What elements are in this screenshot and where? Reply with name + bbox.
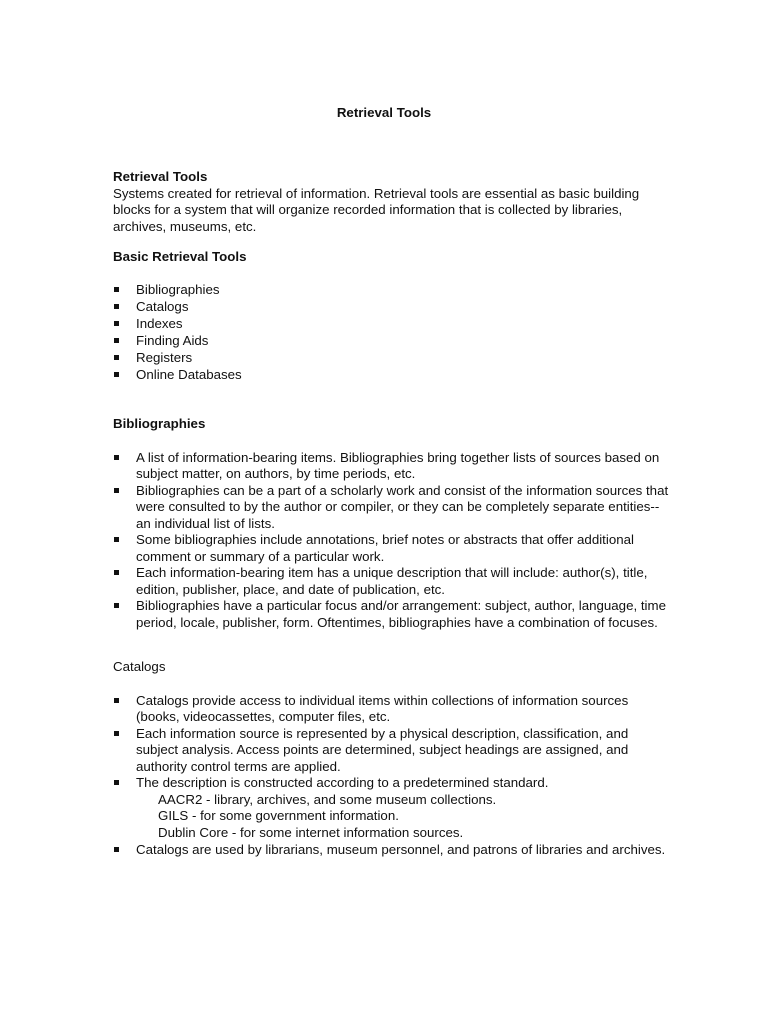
catalogs-list [113,693,673,859]
bibliographies-section [113,416,673,631]
bibliographies-list [113,450,673,632]
document-title: Retrieval Tools [336,105,432,120]
list-item: Each information source is represented by a physical description, classification, and subject analysis. Access points are determined, subject headings are assigned, and authority control terms are applied. [113,726,673,776]
list-item: Catalogs are used by librarians, museum personnel, and patrons of libraries and archives. [113,842,673,859]
list-item: Finding Aids [113,333,673,350]
list-item: Catalogs [113,299,673,316]
catalogs-section [113,659,673,859]
list-item: Each information-bearing item has a unique description that will include: author(s), title, edition, publisher, place, and date of publication, etc. [113,565,673,598]
list-item: Bibliographies can be a part of a scholarly work and consist of the information sources that were consulted to by the author or compiler, or they can be completely separate entities--an individual list of lists. [113,483,673,533]
list-item-text: The description is constructed according to a predetermined standard. [136,775,549,790]
intro-section [113,169,673,235]
list-item: Registers [113,350,673,367]
basic-tools-list [113,282,673,384]
intro-body: Systems created for retrieval of information. Retrieval tools are essential as basic building blocks for a system that will organize recorded information that is collected by libraries, archives, museums, etc. [113,185,640,234]
intro-heading: Retrieval Tools [113,169,208,184]
list-item: Bibliographies [113,282,673,299]
list-item: Catalogs provide access to individual items within collections of information sources (books, videocassettes, computer files, etc. [113,693,673,726]
list-item: A list of information-bearing items. Bibliographies bring together lists of sources based on subject matter, on authors, by time periods, etc. [113,450,673,483]
standard-dublin-core: Dublin Core - for some internet information sources. [158,824,464,840]
list-item: Some bibliographies include annotations, brief notes or abstracts that offer additional comment or summary of a particular work. [113,532,673,565]
standard-aacr2: AACR2 - library, archives, and some museum collections. [158,791,497,807]
list-item: Bibliographies have a particular focus and/or arrangement: subject, author, language, time period, locale, publisher, form. Oftentimes, bibliographies have a combination of focuses. [113,598,673,631]
list-item: Online Databases [113,367,673,384]
standard-gils: GILS - for some government information. [158,808,399,823]
catalogs-heading: Catalogs [113,659,166,674]
list-item: Indexes [113,316,673,333]
list-item [113,775,673,841]
basic-tools-heading: Basic Retrieval Tools [113,249,247,264]
bibliographies-heading: Bibliographies [113,416,206,431]
basic-tools-section [113,249,673,384]
